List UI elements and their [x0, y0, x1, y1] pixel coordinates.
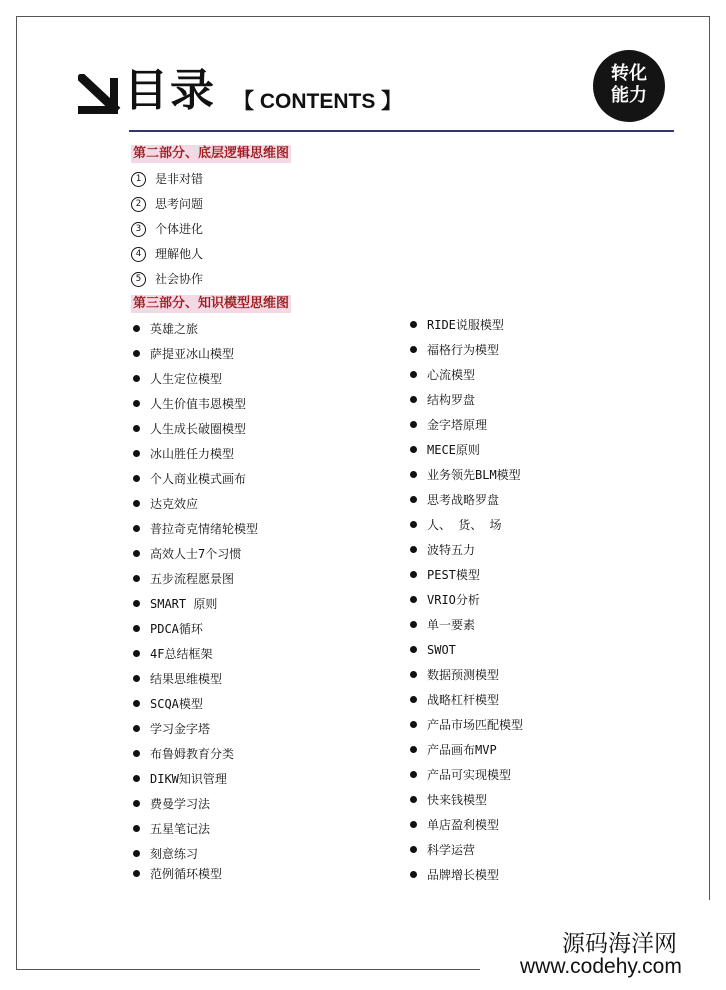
list-item	[133, 769, 227, 789]
item-label: 人生成长破圈模型	[150, 422, 247, 436]
bullet-icon	[133, 625, 140, 632]
item-label: 达克效应	[150, 497, 199, 511]
item-label: 科学运营	[427, 843, 476, 857]
bullet-icon	[133, 675, 140, 682]
list-item	[410, 665, 499, 685]
item-label: 产品可实现模型	[427, 768, 512, 782]
item-label: 五步流程愿景图	[150, 572, 235, 586]
item-label: 思考战略罗盘	[427, 493, 500, 507]
list-item	[133, 469, 246, 489]
bullet-icon	[410, 396, 417, 403]
item-number: 3	[131, 222, 146, 237]
item-label: 社会协作	[155, 272, 204, 286]
bullet-icon	[133, 775, 140, 782]
contents-subtitle: 【 CONTENTS 】	[233, 90, 403, 113]
list-item	[133, 519, 258, 539]
item-label: 人、 货、 场	[427, 518, 502, 532]
list-item	[410, 615, 475, 635]
list-item	[410, 365, 475, 385]
list-item	[131, 269, 203, 289]
bullet-icon	[410, 846, 417, 853]
list-item	[133, 344, 234, 364]
item-label: PEST模型	[427, 568, 480, 582]
bullet-icon	[410, 446, 417, 453]
list-item	[410, 415, 487, 435]
list-item	[410, 390, 475, 410]
bullet-icon	[133, 800, 140, 807]
list-item	[133, 369, 222, 389]
list-item	[133, 669, 222, 689]
item-label: 单店盈利模型	[427, 818, 500, 832]
bullet-icon	[133, 350, 140, 357]
item-label: 是非对错	[155, 172, 204, 186]
bullet-icon	[410, 771, 417, 778]
item-label: 萨提亚冰山模型	[150, 347, 235, 361]
bullet-icon	[410, 521, 417, 528]
bullet-icon	[410, 596, 417, 603]
item-label: PDCA循环	[150, 622, 203, 636]
watermark-site-name: 源码海洋网	[562, 931, 677, 957]
list-item	[410, 515, 501, 535]
list-item	[410, 690, 499, 710]
bullet-icon	[133, 475, 140, 482]
bullet-icon	[410, 496, 417, 503]
list-item	[133, 419, 246, 439]
bullet-icon	[133, 870, 140, 877]
item-label: SMART 原则	[150, 597, 218, 611]
page-title: 目录	[124, 65, 216, 116]
bullet-icon	[410, 621, 417, 628]
bullet-icon	[133, 575, 140, 582]
item-label: 布鲁姆教育分类	[150, 747, 235, 761]
list-item	[410, 815, 499, 835]
list-item	[410, 790, 487, 810]
list-item	[410, 315, 504, 335]
item-label: 理解他人	[155, 247, 204, 261]
logo-text-line2: 能力	[611, 85, 647, 106]
list-item	[410, 865, 499, 885]
bullet-icon	[410, 421, 417, 428]
section-heading-part2: 第二部分、底层逻辑思维图	[133, 146, 290, 161]
item-label: 个体进化	[155, 222, 204, 236]
item-label: 个人商业模式画布	[150, 472, 247, 486]
bullet-icon	[133, 450, 140, 457]
list-item	[131, 194, 203, 214]
list-item	[133, 394, 246, 414]
list-item	[131, 244, 203, 264]
header-divider	[129, 130, 674, 132]
item-label: 刻意练习	[150, 847, 199, 861]
bullet-icon	[410, 746, 417, 753]
item-label: RIDE说服模型	[427, 318, 504, 332]
list-item	[133, 719, 210, 739]
list-item	[410, 490, 499, 510]
bullet-icon	[133, 550, 140, 557]
watermark-url: www.codehy.com	[520, 955, 682, 978]
list-item	[131, 219, 203, 239]
list-item	[410, 465, 521, 485]
item-label: 结构罗盘	[427, 393, 476, 407]
item-number: 4	[131, 247, 146, 262]
list-item	[133, 794, 210, 814]
item-label: 单一要素	[427, 618, 476, 632]
list-item	[133, 864, 222, 884]
list-item	[410, 440, 480, 460]
item-label: 波特五力	[427, 543, 476, 557]
item-label: 产品画布MVP	[427, 743, 497, 757]
list-item	[133, 844, 198, 864]
bullet-icon	[133, 375, 140, 382]
bullet-icon	[133, 825, 140, 832]
bullet-icon	[133, 325, 140, 332]
item-label: DIKW知识管理	[150, 772, 227, 786]
bullet-icon	[410, 471, 417, 478]
item-label: 冰山胜任力模型	[150, 447, 235, 461]
item-label: 4F总结框架	[150, 647, 213, 661]
item-label: VRIO分析	[427, 593, 480, 607]
item-label: 金字塔原理	[427, 418, 488, 432]
item-label: 福格行为模型	[427, 343, 500, 357]
list-item	[133, 594, 217, 614]
bullet-icon	[410, 696, 417, 703]
item-label: 人生价值韦恩模型	[150, 397, 247, 411]
bullet-icon	[410, 371, 417, 378]
list-item	[133, 569, 234, 589]
bullet-icon	[410, 646, 417, 653]
bullet-icon	[133, 850, 140, 857]
item-label: 英雄之旅	[150, 322, 199, 336]
list-item	[133, 644, 212, 664]
bullet-icon	[133, 700, 140, 707]
item-label: 数据预测模型	[427, 668, 500, 682]
item-label: 思考问题	[155, 197, 204, 211]
item-label: 业务领先BLM模型	[427, 468, 521, 482]
item-label: SWOT	[427, 643, 456, 657]
bullet-icon	[410, 346, 417, 353]
bullet-icon	[410, 721, 417, 728]
brand-logo	[593, 50, 665, 122]
list-item	[133, 444, 234, 464]
list-item	[410, 565, 480, 585]
bullet-icon	[133, 400, 140, 407]
item-label: 人生定位模型	[150, 372, 223, 386]
bullet-icon	[410, 321, 417, 328]
item-label: SCQA模型	[150, 697, 203, 711]
list-item	[410, 540, 475, 560]
item-label: 学习金字塔	[150, 722, 211, 736]
bullet-icon	[133, 500, 140, 507]
list-item	[410, 840, 475, 860]
list-item	[410, 765, 511, 785]
list-item	[133, 694, 203, 714]
item-label: 高效人士7个习惯	[150, 547, 242, 561]
list-item	[133, 544, 241, 564]
bullet-icon	[133, 750, 140, 757]
bullet-icon	[133, 650, 140, 657]
list-item	[133, 819, 210, 839]
section-heading-part3: 第三部分、知识模型思维图	[133, 296, 290, 311]
item-label: 产品市场匹配模型	[427, 718, 524, 732]
bullet-icon	[133, 425, 140, 432]
item-label: 战略杠杆模型	[427, 693, 500, 707]
item-label: MECE原则	[427, 443, 480, 457]
item-label: 五星笔记法	[150, 822, 211, 836]
logo-text-line1: 转化	[611, 63, 647, 84]
page-frame	[16, 16, 710, 970]
bullet-icon	[410, 821, 417, 828]
list-item	[410, 640, 456, 660]
item-number: 5	[131, 272, 146, 287]
item-label: 品牌增长模型	[427, 868, 500, 882]
item-label: 快来钱模型	[427, 793, 488, 807]
arrow-down-right-icon	[78, 74, 122, 114]
list-item	[131, 169, 203, 189]
list-item	[410, 590, 480, 610]
bullet-icon	[410, 796, 417, 803]
item-label: 范例循环模型	[150, 867, 223, 881]
list-item	[410, 340, 499, 360]
bullet-icon	[133, 725, 140, 732]
bullet-icon	[410, 871, 417, 878]
item-number: 2	[131, 197, 146, 212]
item-label: 费曼学习法	[150, 797, 211, 811]
bullet-icon	[410, 546, 417, 553]
item-label: 普拉奇克情绪轮模型	[150, 522, 259, 536]
bullet-icon	[410, 671, 417, 678]
item-label: 心流模型	[427, 368, 476, 382]
item-label: 结果思维模型	[150, 672, 223, 686]
list-item	[133, 494, 198, 514]
bullet-icon	[133, 525, 140, 532]
list-item	[133, 744, 234, 764]
list-item	[133, 319, 198, 339]
bullet-icon	[410, 571, 417, 578]
bullet-icon	[133, 600, 140, 607]
list-item	[410, 715, 523, 735]
list-item	[410, 740, 497, 760]
item-number: 1	[131, 172, 146, 187]
list-item	[133, 619, 203, 639]
